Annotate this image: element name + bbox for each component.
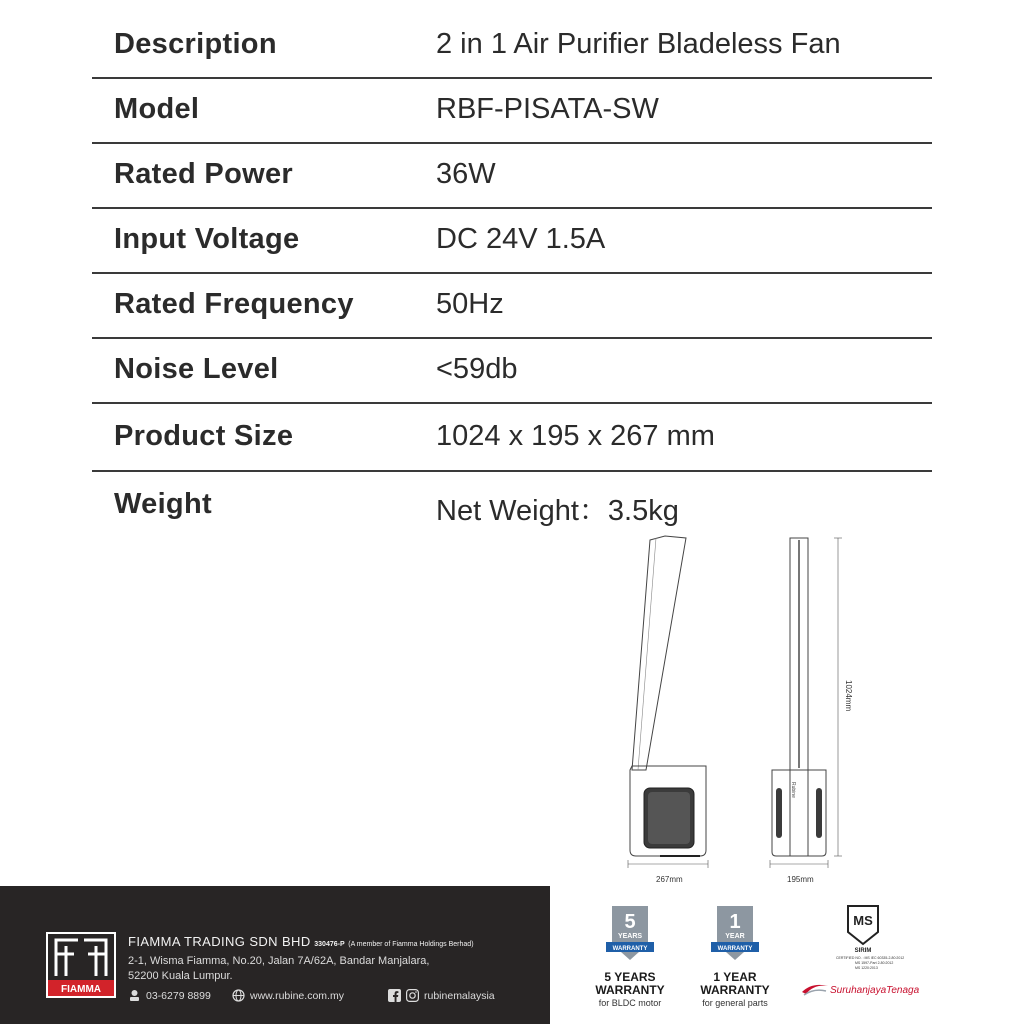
spec-value: Net Weight：3.5kg [436,495,679,527]
spec-value: DC 24V 1.5A [436,223,606,255]
warranty-5-years-badge [580,900,680,1009]
spec-value: 36W [436,158,496,190]
warranty-shield-icon [580,900,680,966]
company-member-note: (A member of Fiamma Holdings Berhad) [348,941,474,948]
phone-contact [128,989,211,1002]
fiamma-logo [46,932,116,998]
spec-row-noise-level [92,339,932,404]
badge-subtitle: for BLDC motor [598,998,662,1008]
website-contact [232,989,344,1002]
warranty-shield-icon [685,900,785,966]
badge-title-2: WARRANTY [595,983,665,997]
company-address [128,954,429,984]
height-label: 1024mm [844,680,853,712]
ms-mark-icon [828,902,898,954]
badge-ribbon-text: WARRANTY [717,946,753,952]
ms-sirim-mark [828,902,898,959]
st-name: SuruhanjayaTenaga [830,984,920,996]
company-name: FIAMMA TRADING SDN BHD [128,934,311,949]
address-line-1: 2-1, Wisma Fiamma, No.20, Jalan 7A/62A, Bandar Manjalara, [128,955,430,967]
cert-line: MS 1597-Part 2-80:2012 [855,961,894,965]
spec-value: <59db [436,353,518,385]
certification-badges [560,900,1024,1024]
spec-row-rated-power [92,144,932,209]
logo-text: FIAMMA [61,984,101,995]
spec-value: 50Hz [436,288,504,320]
globe-icon [232,989,245,1002]
spec-table [92,14,932,535]
spec-row-model [92,79,932,144]
badge-number: 5 [624,911,636,933]
company-footer [0,886,550,1024]
spec-value: RBF-PISATA-SW [436,93,659,125]
certification-numbers [836,956,904,971]
front-brand-label: Rubine [790,782,796,798]
side-width-label: 267mm [656,875,683,884]
suruhanjaya-tenaga-logo [800,982,919,998]
badge-years-text: YEARS [617,933,643,940]
badge-title-2: WARRANTY [700,983,770,997]
warranty-1-year-badge [685,900,785,1009]
spec-row-input-voltage [92,209,932,274]
badge-title: 1 YEAR [713,970,757,984]
badge-number: 1 [729,911,741,933]
side-view-drawing [628,536,708,868]
phone-icon [128,989,141,1002]
spec-value: 1024 x 195 x 267 mm [436,420,715,452]
cert-line: MS 1220:2013 [855,966,878,970]
spec-label: Description [114,28,277,60]
website-url[interactable]: www.rubine.com.my [250,989,344,1002]
spec-label: Rated Power [114,158,293,190]
address-line-2: 52200 Kuala Lumpur. [128,970,233,982]
spec-label: Product Size [114,420,294,452]
phone-number: 03-6279 8899 [146,989,211,1002]
badge-subtitle: for general parts [702,998,768,1008]
spec-row-weight [92,472,932,535]
spec-label: Weight [114,488,212,520]
instagram-icon[interactable] [406,989,419,1002]
badge-years-text: YEAR [725,933,745,940]
social-handle[interactable]: rubinemalaysia [424,989,495,1002]
badge-title: 5 YEARS [604,970,656,984]
cert-line: CERTIFIED NO. : MS IEC 60335-2-80:2012 [836,956,905,960]
st-swoosh-icon [800,982,830,998]
facebook-icon[interactable] [388,989,401,1002]
spec-label: Model [114,93,200,125]
badge-ribbon-text: WARRANTY [612,946,648,952]
company-reg-no: 330476-P [314,941,345,948]
front-view-drawing [770,538,842,868]
product-drawings [600,530,860,890]
ms-mark-text: MS [853,913,873,928]
spec-value: 2 in 1 Air Purifier Bladeless Fan [436,28,841,60]
sirim-text: SIRIM [854,948,872,954]
spec-label: Noise Level [114,353,279,385]
spec-row-rated-frequency [92,274,932,339]
company-line [128,934,474,949]
front-width-label: 195mm [787,875,814,884]
spec-row-description [92,14,932,79]
spec-label: Input Voltage [114,223,300,255]
spec-label: Rated Frequency [114,288,354,320]
spec-row-product-size [92,404,932,472]
social-contact [388,989,495,1002]
